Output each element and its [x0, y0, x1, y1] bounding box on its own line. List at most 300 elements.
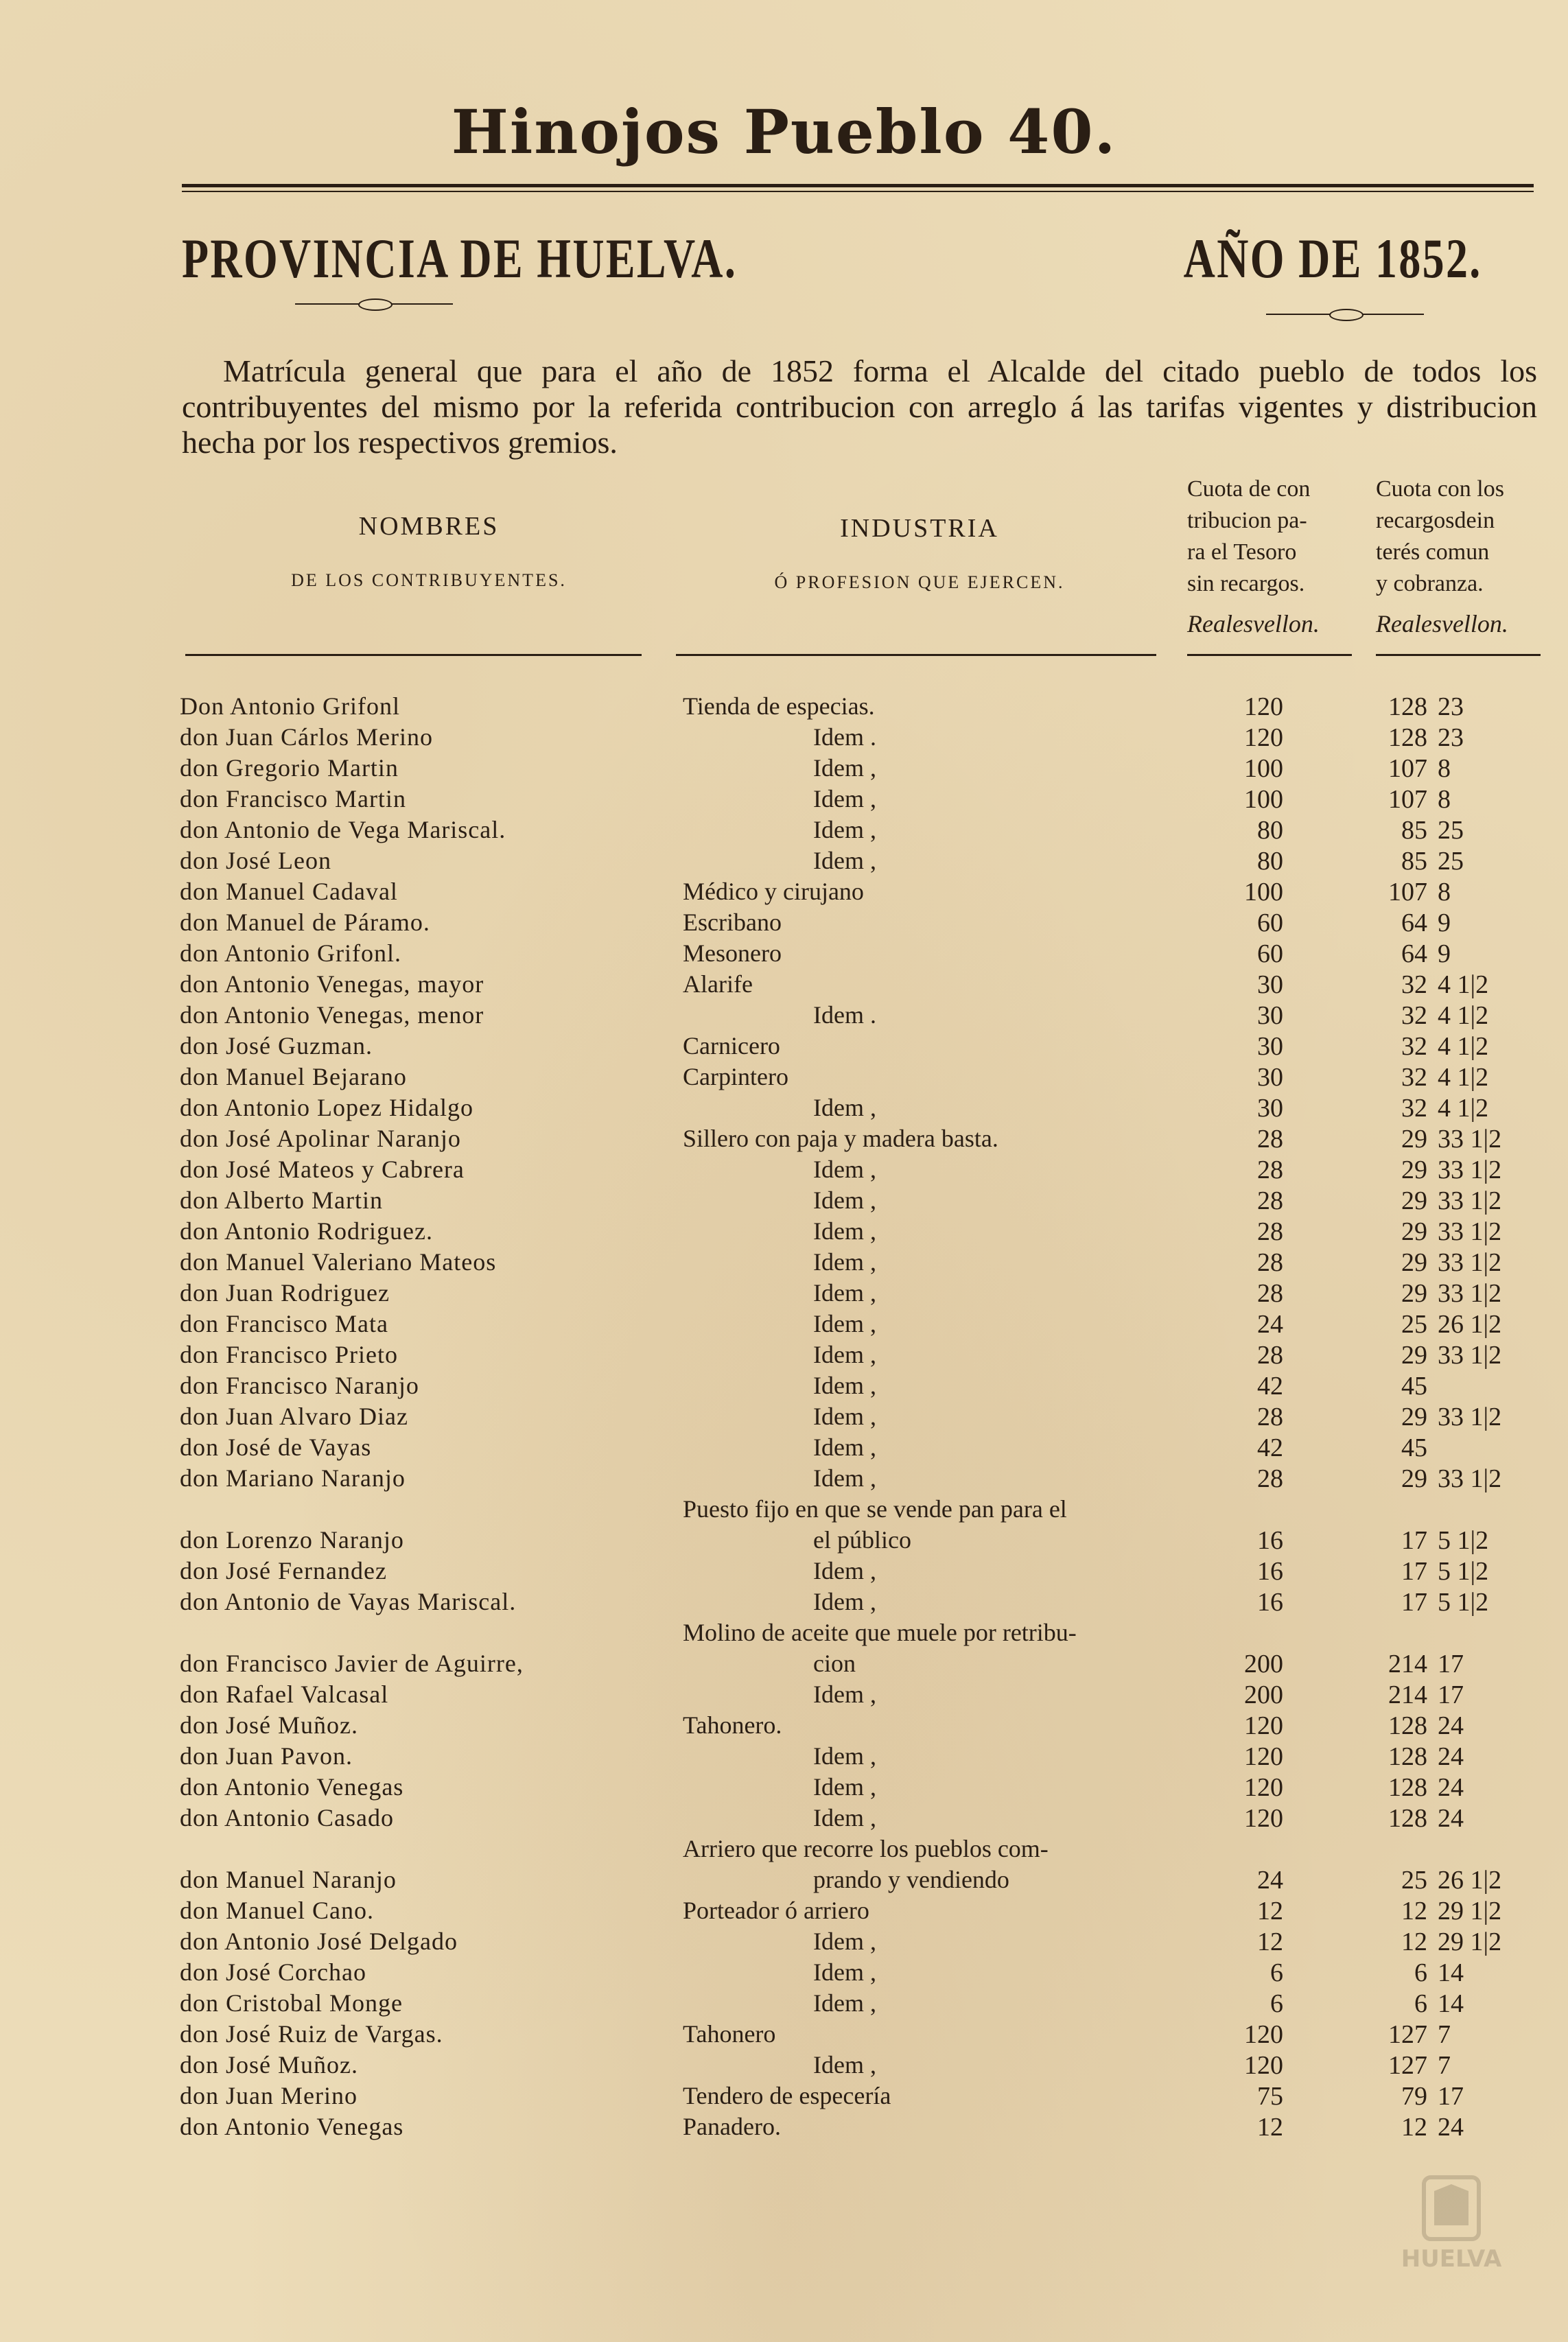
name: don Juan Pavon. [180, 1742, 353, 1770]
table-row [0, 1772, 1568, 1803]
q2: 32 [1401, 1094, 1427, 1123]
name: don Lorenzo Naranjo [180, 1526, 404, 1554]
table-row [0, 1958, 1568, 1989]
industry: Idem , [813, 1742, 876, 1770]
table-row [0, 877, 1568, 908]
industry: Idem , [813, 1186, 876, 1214]
name: don Juan Rodriguez [180, 1279, 390, 1307]
table-row [0, 1495, 1568, 1525]
q1: 16 [1257, 1526, 1283, 1555]
q2: 12 [1401, 2113, 1427, 2142]
name: don Cristobal Monge [180, 1989, 403, 2017]
q1: 6 [1270, 1958, 1283, 1987]
q1: 28 [1257, 1125, 1283, 1154]
province-heading: PROVINCIA DE HUELVA. [182, 227, 738, 290]
q2: 29 [1401, 1464, 1427, 1493]
industry: Idem , [813, 1279, 876, 1307]
name: don José Corchao [180, 1958, 366, 1986]
q2b: 24 [1438, 1711, 1464, 1740]
title-rule [182, 184, 1534, 187]
table-row [0, 846, 1568, 877]
q2: 128 [1388, 1711, 1427, 1740]
names-header-rule [185, 654, 642, 656]
q2b: 24 [1438, 1773, 1464, 1802]
table-row [0, 784, 1568, 815]
q2: 25 [1401, 1866, 1427, 1895]
industry: Idem . [813, 1001, 876, 1029]
table-row [0, 1834, 1568, 1865]
q1: 12 [1257, 1928, 1283, 1956]
name: don Manuel Cadaval [180, 878, 398, 905]
table-row [0, 939, 1568, 970]
name: don Manuel Bejarano [180, 1063, 407, 1090]
table-row [0, 1186, 1568, 1217]
names-subtitle: DE LOS CONTRIBUYENTES. [291, 570, 567, 590]
table-row [0, 1464, 1568, 1495]
name: don Antonio Lopez Hidalgo [180, 1094, 473, 1121]
industry: Tahonero [683, 2020, 776, 2048]
q2: 128 [1388, 1742, 1427, 1771]
q1: 120 [1244, 692, 1283, 721]
cuota2-line: Cuota con los [1376, 476, 1504, 502]
industry: Alarife [683, 970, 753, 998]
names-title: NOMBRES [358, 512, 500, 541]
names-column-header [274, 511, 583, 591]
name: don Manuel de Páramo. [180, 909, 430, 936]
cuota2-line: terés comun [1376, 539, 1490, 565]
q2: 85 [1401, 816, 1427, 845]
name: don Mariano Naranjo [180, 1464, 406, 1492]
q2b: 26 1|2 [1438, 1310, 1502, 1339]
name: Don Antonio Grifonl [180, 692, 400, 720]
q1: 28 [1257, 1341, 1283, 1370]
q1: 28 [1257, 1403, 1283, 1431]
name: don José Leon [180, 847, 331, 874]
industry: Mesonero [683, 939, 782, 967]
q2b: 5 1|2 [1438, 1588, 1489, 1617]
name: don José Apolinar Naranjo [180, 1125, 461, 1152]
name: don José Guzman. [180, 1032, 373, 1059]
q1: 24 [1257, 1310, 1283, 1339]
q1: 30 [1257, 1094, 1283, 1123]
table-row [0, 1340, 1568, 1371]
table-row [0, 1803, 1568, 1834]
q2b: 23 [1438, 723, 1464, 752]
industry: prando y vendiendo [813, 1866, 1009, 1893]
q2: 6 [1414, 1958, 1427, 1987]
q2b: 29 1|2 [1438, 1897, 1502, 1925]
q2: 107 [1388, 754, 1427, 783]
q2: 32 [1401, 1032, 1427, 1061]
name: don Francisco Javier de Aguirre, [180, 1650, 524, 1677]
q1: 28 [1257, 1217, 1283, 1246]
q2b: 25 [1438, 816, 1464, 845]
table-row [0, 815, 1568, 846]
name: don Francisco Prieto [180, 1341, 398, 1368]
q2: 79 [1401, 2082, 1427, 2111]
q1: 24 [1257, 1866, 1283, 1895]
table-row [0, 1031, 1568, 1062]
q2: 128 [1388, 692, 1427, 721]
q2: 64 [1401, 939, 1427, 968]
q2: 25 [1401, 1310, 1427, 1339]
q1: 28 [1257, 1279, 1283, 1308]
q2b: 33 1|2 [1438, 1403, 1502, 1431]
province-flourish [295, 303, 453, 305]
cuota1-line: tribucion pa- [1187, 508, 1307, 533]
q1: 60 [1257, 939, 1283, 968]
q2b: 5 1|2 [1438, 1557, 1489, 1586]
industry: Idem , [813, 1557, 876, 1584]
name: don Rafael Valcasal [180, 1681, 389, 1708]
q1: 16 [1257, 1557, 1283, 1586]
name: don José Fernandez [180, 1557, 387, 1584]
cuota1-header-rule [1187, 654, 1352, 656]
q1: 75 [1257, 2082, 1283, 2111]
industry: Tahonero. [683, 1711, 782, 1739]
q2: 29 [1401, 1341, 1427, 1370]
q2: 127 [1388, 2020, 1427, 2049]
q2: 85 [1401, 847, 1427, 876]
industry: Idem , [813, 785, 876, 812]
table-row [0, 970, 1568, 1000]
name: don Manuel Valeriano Mateos [180, 1248, 497, 1276]
q2b: 7 [1438, 2020, 1451, 2049]
q2b: 33 1|2 [1438, 1279, 1502, 1308]
industry: Idem , [813, 1341, 876, 1368]
industry: Escribano [683, 909, 782, 936]
table-row [0, 1556, 1568, 1587]
table-row [0, 1433, 1568, 1464]
table-row [0, 723, 1568, 753]
industry: Idem , [813, 1156, 876, 1183]
q1: 30 [1257, 970, 1283, 999]
q2b: 33 1|2 [1438, 1248, 1502, 1277]
q2b: 5 1|2 [1438, 1526, 1489, 1555]
q2: 128 [1388, 1773, 1427, 1802]
q1: 80 [1257, 816, 1283, 845]
cuota1-line: sin recargos. [1187, 571, 1305, 596]
q1: 120 [1244, 1711, 1283, 1740]
q1: 120 [1244, 1804, 1283, 1833]
q1: 200 [1244, 1681, 1283, 1709]
q2: 17 [1401, 1588, 1427, 1617]
q2: 29 [1401, 1279, 1427, 1308]
table-row [0, 1062, 1568, 1093]
table-row [0, 1711, 1568, 1742]
q2b: 4 1|2 [1438, 970, 1489, 999]
table-row [0, 2050, 1568, 2081]
industry: Molino de aceite que muele por retribu- [683, 1619, 1077, 1646]
q2: 107 [1388, 785, 1427, 814]
q1: 120 [1244, 2051, 1283, 2080]
name: don José Mateos y Cabrera [180, 1156, 465, 1183]
table-row [0, 908, 1568, 939]
q1: 28 [1257, 1248, 1283, 1277]
industry: Idem , [813, 1464, 876, 1492]
table-row [0, 1248, 1568, 1278]
table-row [0, 2081, 1568, 2112]
q1: 42 [1257, 1433, 1283, 1462]
industry: Idem , [813, 1681, 876, 1708]
q1: 28 [1257, 1156, 1283, 1184]
table-row [0, 1989, 1568, 2019]
industry-subtitle: Ó PROFESION QUE EJERCEN. [774, 572, 1065, 592]
year-flourish [1266, 314, 1424, 315]
q2b: 24 [1438, 2113, 1464, 2142]
table-row [0, 1618, 1568, 1649]
heading-row [182, 226, 1482, 302]
table-row [0, 1278, 1568, 1309]
table-row [0, 1742, 1568, 1772]
cuota2-header-rule [1376, 654, 1541, 656]
q1: 16 [1257, 1588, 1283, 1617]
q2: 29 [1401, 1248, 1427, 1277]
table-row [0, 692, 1568, 723]
q2b: 24 [1438, 1804, 1464, 1833]
q2b: 17 [1438, 2082, 1464, 2111]
cuota2-line: y cobranza. [1376, 571, 1484, 596]
name: don Antonio Venegas, mayor [180, 970, 484, 998]
q1: 120 [1244, 1742, 1283, 1771]
industry: cion [813, 1650, 856, 1677]
cuota-recargos-header [1376, 473, 1541, 640]
q1: 30 [1257, 1001, 1283, 1030]
q2: 12 [1401, 1928, 1427, 1956]
q2b: 26 1|2 [1438, 1866, 1502, 1895]
industry: Idem , [813, 1372, 876, 1399]
q2b: 17 [1438, 1681, 1464, 1709]
industry: Idem , [813, 1989, 876, 2017]
industry: Idem , [813, 1433, 876, 1461]
q2b: 9 [1438, 939, 1451, 968]
industry: Médico y cirujano [683, 878, 864, 905]
q2b: 9 [1438, 909, 1451, 937]
q2: 127 [1388, 2051, 1427, 2080]
table-row [0, 1587, 1568, 1618]
q2b: 25 [1438, 847, 1464, 876]
q2: 128 [1388, 1804, 1427, 1833]
q1: 100 [1244, 754, 1283, 783]
cuota1-unit: Realesvellon. [1187, 610, 1320, 637]
name: don Manuel Cano. [180, 1897, 374, 1924]
industry-column-header [714, 513, 1125, 593]
q2b: 4 1|2 [1438, 1001, 1489, 1030]
name: don José Muñoz. [180, 2051, 358, 2078]
industry: Idem , [813, 1217, 876, 1245]
q2b: 8 [1438, 878, 1451, 906]
q1: 12 [1257, 2113, 1283, 2142]
table-row [0, 1402, 1568, 1433]
q2b: 7 [1438, 2051, 1451, 2080]
name: don Antonio Grifonl. [180, 939, 401, 967]
industry: Porteador ó arriero [683, 1897, 869, 1924]
q2b: 4 1|2 [1438, 1063, 1489, 1092]
q1: 100 [1244, 785, 1283, 814]
q2: 12 [1401, 1897, 1427, 1925]
table-row [0, 1896, 1568, 1927]
q1: 42 [1257, 1372, 1283, 1401]
name: don Antonio de Vega Mariscal. [180, 816, 506, 843]
q1: 30 [1257, 1063, 1283, 1092]
industry: Idem , [813, 1588, 876, 1615]
q2b: 14 [1438, 1989, 1464, 2018]
q2: 29 [1401, 1125, 1427, 1154]
q2: 29 [1401, 1186, 1427, 1215]
table-row [0, 1649, 1568, 1680]
table-row [0, 1927, 1568, 1958]
industry: Panadero. [683, 2113, 781, 2140]
q2b: 17 [1438, 1650, 1464, 1678]
table-row [0, 1000, 1568, 1031]
year-heading: AÑO DE 1852. [1184, 227, 1482, 290]
q2: 214 [1388, 1681, 1427, 1709]
table-row [0, 1093, 1568, 1124]
q2: 29 [1401, 1217, 1427, 1246]
q2b: 4 1|2 [1438, 1032, 1489, 1061]
q2b: 33 1|2 [1438, 1186, 1502, 1215]
q2: 32 [1401, 1001, 1427, 1030]
q1: 200 [1244, 1650, 1283, 1678]
cuota2-unit: Realesvellon. [1376, 610, 1508, 637]
industry: Idem , [813, 1958, 876, 1986]
name: don José Ruiz de Vargas. [180, 2020, 443, 2048]
q2: 45 [1401, 1433, 1427, 1462]
name: don Francisco Mata [180, 1310, 388, 1337]
q1: 120 [1244, 723, 1283, 752]
q2: 128 [1388, 723, 1427, 752]
q1: 60 [1257, 909, 1283, 937]
q2b: 33 1|2 [1438, 1464, 1502, 1493]
name: don Manuel Naranjo [180, 1866, 397, 1893]
q2b: 33 1|2 [1438, 1217, 1502, 1246]
name: don Gregorio Martin [180, 754, 399, 782]
table-row [0, 1525, 1568, 1556]
name: don Antonio Casado [180, 1804, 394, 1831]
q2b: 23 [1438, 692, 1464, 721]
name: don Antonio Venegas [180, 1773, 404, 1801]
q2: 64 [1401, 909, 1427, 937]
name: don Juan Cárlos Merino [180, 723, 433, 751]
industry: Idem , [813, 1928, 876, 1955]
industry: Tendero de especería [683, 2082, 891, 2109]
industry: Carpintero [683, 1063, 788, 1090]
industry: Idem , [813, 754, 876, 782]
q2: 214 [1388, 1650, 1427, 1678]
name: don Francisco Martin [180, 785, 406, 812]
industry: Puesto fijo en que se vende pan para el [683, 1495, 1067, 1523]
name: don Juan Merino [180, 2082, 358, 2109]
q1: 120 [1244, 1773, 1283, 1802]
q2: 17 [1401, 1526, 1427, 1555]
svg-text:HUELVA: HUELVA [1401, 2245, 1502, 2273]
industry: Idem , [813, 1773, 876, 1801]
page-title: Hinojos Pueblo 40. [451, 96, 1117, 167]
industry: Arriero que recorre los pueblos com- [683, 1835, 1049, 1862]
q2b: 29 1|2 [1438, 1928, 1502, 1956]
table-row [0, 753, 1568, 784]
table-row [0, 1680, 1568, 1711]
industry: Idem . [813, 723, 876, 751]
table-row [0, 2019, 1568, 2050]
q2b: 8 [1438, 785, 1451, 814]
contributors-table [0, 692, 1568, 2143]
industry: Tienda de especias. [683, 692, 875, 720]
name: don Antonio Rodriguez. [180, 1217, 433, 1245]
industry-title: INDUSTRIA [840, 514, 999, 543]
name: don Antonio de Vayas Mariscal. [180, 1588, 517, 1615]
industry: Idem , [813, 847, 876, 874]
industry: el público [813, 1526, 911, 1554]
q1: 28 [1257, 1464, 1283, 1493]
cuota-tesoro-header [1187, 473, 1352, 640]
name: don Antonio Venegas, menor [180, 1001, 484, 1029]
q2b: 33 1|2 [1438, 1341, 1502, 1370]
industry: Idem , [813, 1248, 876, 1276]
q2b: 24 [1438, 1742, 1464, 1771]
q2: 29 [1401, 1156, 1427, 1184]
industry: Idem , [813, 1310, 876, 1337]
industry: Carnicero [683, 1032, 780, 1059]
industry-header-rule [676, 654, 1156, 656]
q1: 6 [1270, 1989, 1283, 2018]
table-row [0, 1217, 1568, 1248]
q2b: 33 1|2 [1438, 1156, 1502, 1184]
table-row [0, 1309, 1568, 1340]
cuota1-line: Cuota de con [1187, 476, 1311, 502]
q2: 6 [1414, 1989, 1427, 2018]
q2b: 8 [1438, 754, 1451, 783]
name: don José Muñoz. [180, 1711, 358, 1739]
huelva-seal-watermark [1383, 2170, 1520, 2280]
q1: 80 [1257, 847, 1283, 876]
cuota1-line: ra el Tesoro [1187, 539, 1297, 565]
table-row [0, 1155, 1568, 1186]
industry: Idem , [813, 1804, 876, 1831]
q2: 32 [1401, 970, 1427, 999]
q2b: 4 1|2 [1438, 1094, 1489, 1123]
table-row [0, 1124, 1568, 1155]
industry: Idem , [813, 2051, 876, 2078]
name: don Francisco Naranjo [180, 1372, 419, 1399]
q2: 32 [1401, 1063, 1427, 1092]
q1: 28 [1257, 1186, 1283, 1215]
industry: Idem , [813, 1403, 876, 1430]
q1: 30 [1257, 1032, 1283, 1061]
industry: Idem , [813, 816, 876, 843]
industry: Sillero con paja y madera basta. [683, 1125, 998, 1152]
cuota2-line: recargosdein [1376, 508, 1495, 533]
name: don José de Vayas [180, 1433, 372, 1461]
q2: 107 [1388, 878, 1427, 906]
name: don Alberto Martin [180, 1186, 383, 1214]
q2b: 14 [1438, 1958, 1464, 1987]
intro-paragraph: Matrícula general que para el año de 1852 forma el Alcalde del citado pueblo de todos los contribuyentes del mismo por la referida contribucion con arreglo á las tarifas vigentes y distribucion hecha por los respectivos gremios. [182, 353, 1537, 460]
name: don Antonio José Delgado [180, 1928, 458, 1955]
q2: 17 [1401, 1557, 1427, 1586]
name: don Juan Alvaro Diaz [180, 1403, 408, 1430]
name: don Antonio Venegas [180, 2113, 404, 2140]
title-rule-thin [182, 191, 1534, 192]
q2b: 33 1|2 [1438, 1125, 1502, 1154]
table-row [0, 1371, 1568, 1402]
q2: 45 [1401, 1372, 1427, 1401]
q1: 120 [1244, 2020, 1283, 2049]
table-row [0, 1865, 1568, 1896]
q1: 100 [1244, 878, 1283, 906]
q1: 12 [1257, 1897, 1283, 1925]
industry: Idem , [813, 1094, 876, 1121]
